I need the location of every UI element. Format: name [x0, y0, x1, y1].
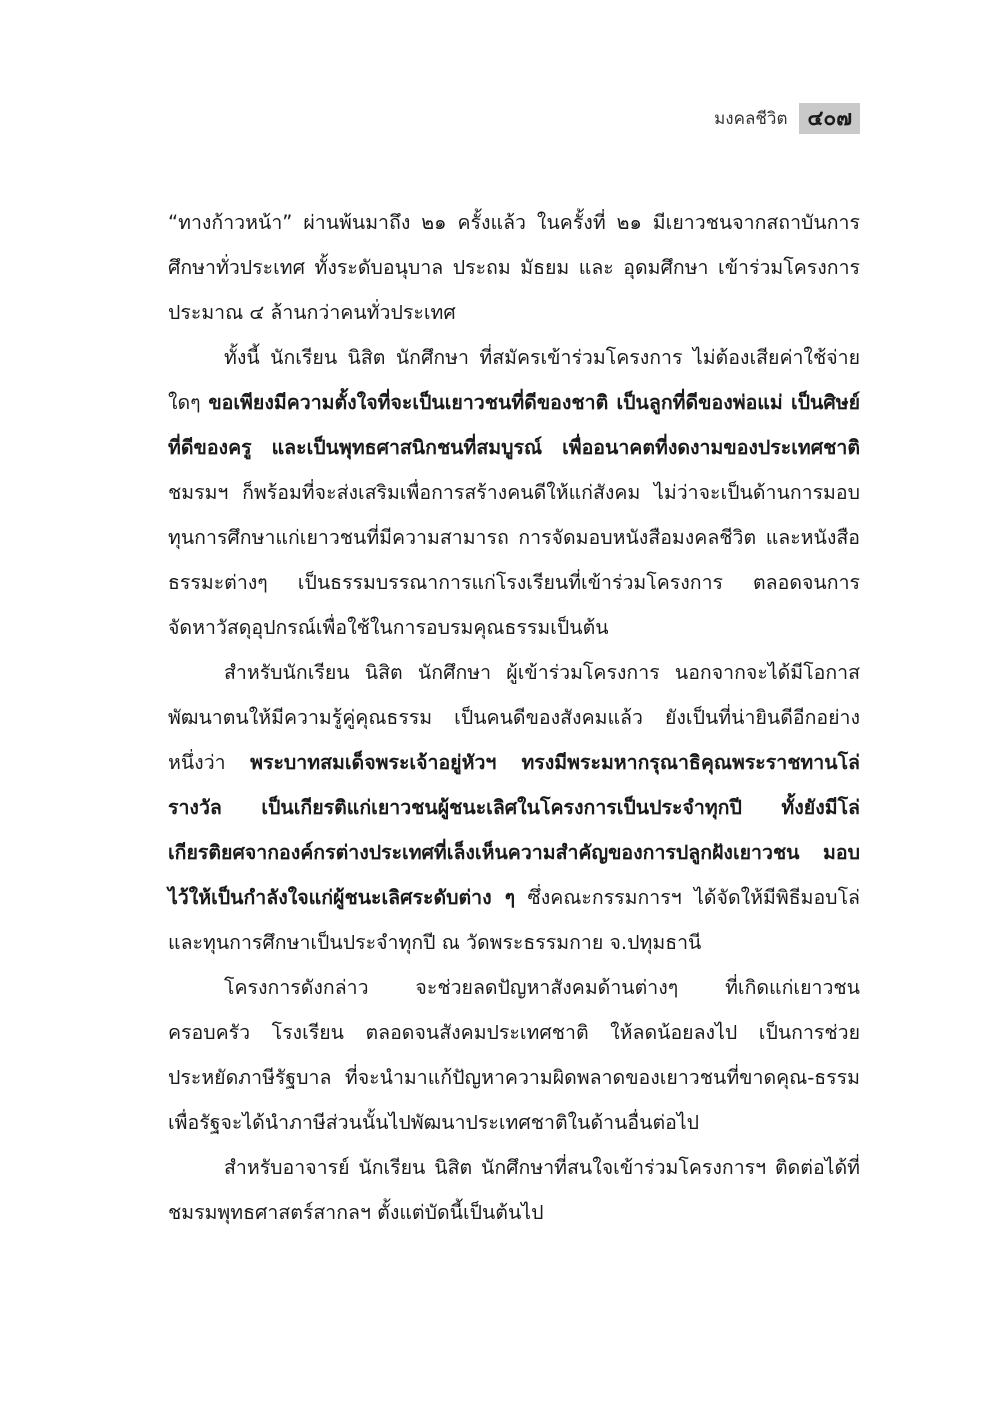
paragraph-3: [168, 650, 860, 965]
paragraph-1: [168, 200, 860, 335]
paragraph-text: “ทางก้าวหน้า” ผ่านพ้นมาถึง ๒๑ ครั้งแล้ว ในครั้งที่ ๒๑ มีเยาวชนจากสถาบันการศึกษาทั่วประเทศ ทั้งระดับอนุบาล ประถม มัธยม และ อุดมศึกษา เข้าร่วมโครงการประมาณ ๔ ล้านกว่าคนทั่วประเทศ: [168, 211, 860, 324]
running-title: มงคลชีวิต: [714, 109, 788, 129]
page-number: ๔๐๗: [799, 103, 860, 134]
paragraph-4: [168, 965, 860, 1145]
page-header: [714, 103, 860, 134]
paragraph-text: ซึ่งคณะกรรมการฯ ได้จัดให้มีพิธีมอบโล่และทุนการศึกษาเป็นประจำทุกปี ณ วัดพระธรรมกาย จ.ปทุมธานี: [168, 886, 860, 954]
paragraph-2: [168, 335, 860, 650]
emphasis-text: พระบาทสมเด็จพระเจ้าอยู่หัวฯ ทรงมีพระมหากรุณาธิคุณพระราชทานโล่รางวัล เป็นเกียรติแก่เยาวชนผู้ชนะเลิศในโครงการเป็นประจำทุกปี ทั้งยังมีโล่เกียรติยศจากองค์กรต่างประเทศที่เล็งเห็นความสำคัญของการปลูกฝังเยาวชน มอบไว้ให้เป็นกำลังใจแก่ผู้ชนะเลิศระดับต่าง ๆ: [168, 751, 860, 909]
paragraph-text: ชมรมฯ ก็พร้อมที่จะส่งเสริมเพื่อการสร้างคนดีให้แก่สังคม ไม่ว่าจะเป็นด้านการมอบทุนการศึกษาแก่เยาวชนที่มีความสามารถ การจัดมอบหนังสือมงคลชีวิต และหนังสือธรรมะต่างๆ เป็นธรรมบรรณาการแก่โรงเรียนที่เข้าร่วมโครงการ ตลอดจนการจัดหาวัสดุอุปกรณ์เพื่อใช้ในการอบรมคุณธรรมเป็นต้น: [168, 481, 860, 639]
paragraph-text: ทั้งนี้ นักเรียน นิสิต นักศึกษา ที่สมัครเข้าร่วมโครงการ ไม่ต้องเสียค่าใช้จ่ายใดๆ: [168, 346, 860, 414]
body-text: [168, 200, 860, 1235]
paragraph-text: สำหรับนักเรียน นิสิต นักศึกษา ผู้เข้าร่วมโครงการ นอกจากจะได้มีโอกาสพัฒนาตนให้มีความรู้คู่คุณธรรม เป็นคนดีของสังคมแล้ว ยังเป็นที่น่ายินดีอีกอย่างหนึ่งว่า: [168, 661, 860, 774]
emphasis-text: ขอเพียงมีความตั้งใจที่จะเป็นเยาวชนที่ดีของชาติ เป็นลูกที่ดีของพ่อแม่ เป็นศิษย์ที่ดีของครู และเป็นพุทธศาสนิกชนที่สมบูรณ์ เพื่ออนาคตที่งดงามของประเทศชาติ: [168, 391, 860, 459]
paragraph-text: โครงการดังกล่าว จะช่วยลดปัญหาสังคมด้านต่างๆ ที่เกิดแก่เยาวชนครอบครัว โรงเรียน ตลอดจนสังคมประเทศชาติ ให้ลดน้อยลงไป เป็นการช่วยประหยัดภาษีรัฐบาล ที่จะนำมาแก้ปัญหาความผิดพลาดของเยาวชนที่ขาดคุณ-ธรรม เพื่อรัฐจะได้นำภาษีส่วนนั้นไปพัฒนาประเทศชาติในด้านอื่นต่อไป: [168, 976, 860, 1134]
paragraph-text: สำหรับอาจารย์ นักเรียน นิสิต นักศึกษาที่สนใจเข้าร่วมโครงการฯ ติดต่อได้ที่ ชมรมพุทธศาสตร์สากลฯ ตั้งแต่บัดนี้เป็นต้นไป: [168, 1156, 860, 1224]
paragraph-5: [168, 1145, 860, 1235]
